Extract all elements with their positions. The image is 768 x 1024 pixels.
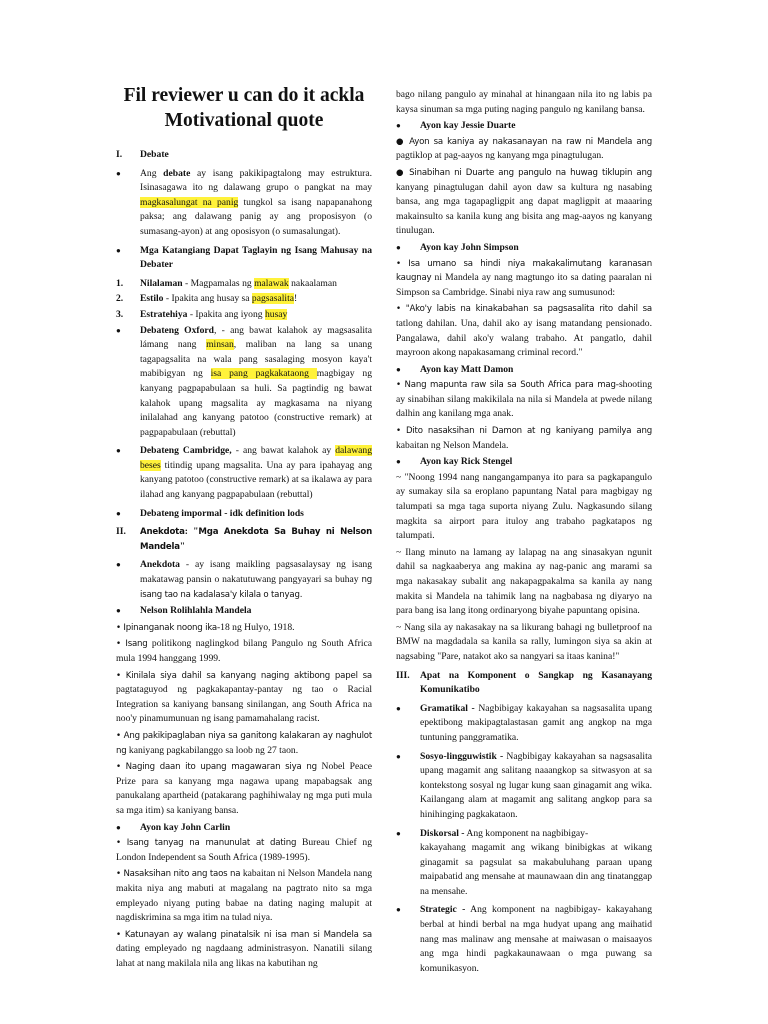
bullet-icon [116, 444, 140, 502]
section-label: Debate [140, 149, 169, 160]
roman-marker: I. [116, 149, 123, 160]
bullet-icon [116, 324, 140, 441]
term: Nilalaman [140, 277, 183, 289]
text-run: • Nang mapunta raw sila sa South Africa para mag [396, 380, 616, 391]
term: debate [163, 167, 191, 179]
text-run: - Ipakita ang iyong [187, 308, 265, 320]
text-run: • Ang pakikipaglaban niya sa ganitong kalakaran ay naghulot ng [116, 730, 372, 756]
text-run: titindig upang magsalita. Una ay para ipahayag ang kanyang patotoo (constructive remark) at sa ikalawa ay para ilahad ang kanyang pagpapabulaan (rebuttal) [140, 459, 372, 501]
paragraph: bago nilang pangulo ay minahal at hinangaan nila ito ng labis pa kaysa sinuman sa mga puting naging pangulo ng kanilang bansa. [396, 89, 652, 115]
paragraph [116, 669, 372, 727]
list-item-debate-definition [116, 167, 372, 240]
text-run: pagtataguyod ng pagkakapantay-pantay ng tao o Racial Integration sa kaniyang bansang sinilangan, ang South Africa na noo'y pinamumunuan ng isang pamamahalang racist. [116, 684, 372, 725]
number-marker: 1. [116, 277, 124, 289]
text-run: ni Mandela ay nang magtungo ito sa dating paaralan ni Simpson sa Cambridge. Sinabi niya raw ang sumusunod: [396, 272, 652, 298]
list-item-text: Nelson Rolihlahla Mandela [140, 605, 252, 617]
term: Debateng Cambridge, [140, 445, 232, 457]
text-run: kabaitan ni Nelson Mandela nang makita niya ang mabuti at magalang na pagtrato nito sa mga empleyado niyang puting babae na dating naging malupit at nagdiskrimina sa mga itim na tulad niya. [116, 868, 372, 924]
text-run: ● Ayon sa kaniya ay nakasanayan na raw ni Mandela ang [396, 136, 652, 147]
paragraph [396, 424, 652, 453]
text-run: - Magpamalas ng [182, 277, 255, 289]
list-item-text [420, 827, 652, 900]
paragraph [396, 135, 652, 164]
list-item-diskorsal [396, 827, 652, 900]
text-run: pagtiklop at pag-aayos ng kanyang mga pinagtulugan. [396, 150, 604, 162]
list-item-gramatikal [396, 702, 652, 746]
list-item-text: Mga Katangiang Dapat Taglayin ng Isang Mahusay na Debater [140, 244, 372, 271]
term: Strategic - [420, 904, 466, 916]
bullet-icon [396, 750, 420, 823]
list-item-text: Ayon kay Rick Stengel [420, 456, 513, 468]
list-item-text [140, 277, 372, 292]
bullet-icon [396, 241, 420, 256]
text-run: tungkol sa isang napapanahong paksa; ang dalawang panig ay ang proposisyon (o sumasang-ayon) at ang oposisyon (o sumasalungat). [140, 196, 373, 237]
list-item-text [420, 750, 652, 823]
term: Anekdota [140, 527, 185, 538]
list-item-katangian [116, 244, 372, 273]
text-run: , maliban na lang sa unang tagapagsalita na wala pang sasalaging mosyon kaya't mabibigyan ng [140, 339, 373, 380]
list-item-damon [396, 363, 652, 378]
bullet-icon [396, 455, 420, 470]
text-run: • Kinilala siya dahil sa kanyang naging aktibong papel sa [116, 670, 372, 681]
list-item-text: Debateng impormal - idk definition lods [140, 507, 304, 519]
section-title: Mga Anekdota Sa Buhay ni Nelson Mandela [140, 527, 372, 552]
paragraph [396, 166, 652, 239]
list-item-carlin [116, 821, 372, 836]
list-item-simpson [396, 241, 652, 256]
paragraph [116, 621, 372, 636]
highlight: pagsasalita [251, 293, 295, 305]
title-line-1: Fil reviewer u can do it ackla [123, 85, 365, 106]
text-run: • Isang tanyag na manunulat at dating [116, 838, 297, 849]
text-run: nakaalaman [288, 277, 337, 289]
paragraph [116, 836, 372, 865]
right-column [396, 88, 652, 980]
bullet-icon [396, 827, 420, 900]
section-iii-heading [396, 669, 652, 698]
bullet-icon [396, 702, 420, 746]
list-item-oxford [116, 324, 372, 441]
list-item-text: Ayon kay Jessie Duarte [420, 120, 516, 132]
paragraph [396, 257, 652, 301]
bullet-icon [116, 167, 140, 240]
text-run: " [179, 540, 186, 552]
term: Estilo [140, 293, 164, 305]
highlight: dalawang beses [140, 445, 372, 471]
text-run: ! [294, 293, 298, 305]
title-line-2: Motivational quote [164, 110, 324, 131]
text-run: Nobel Peace Prize para sa kanyang mga nagawa upang mapabagsak ang panukalang apartheid (patakarang paghihiwalay ng mga puti mula sa mga itim) sa kaniyang bansa. [116, 761, 372, 816]
text-run: Ang komponent na nagbibigay- kakayahang berbal at hindi berbal na mga hudyat upang ang maihatid nang mas malinaw ang mensahe at maiwasan o maisaayos ang mga hindi pagkakaunawaan o mga puwang sa komunikasyon. [420, 904, 652, 974]
page-title [116, 83, 372, 133]
term: Estratehiya [140, 308, 188, 320]
roman-marker: II. [116, 526, 126, 538]
text-run: • Dito nasaksihan ni Damon at ng kaniyang pamilya ang [396, 426, 652, 437]
highlight: husay [264, 308, 288, 320]
text-run: - ang bawat kalahok ay [231, 445, 336, 457]
bullet-icon [396, 119, 420, 134]
text-run: ● Sinabihan ni Duarte ang pangulo na huwag tiklupin ang [396, 167, 652, 178]
list-item-impormal [116, 507, 372, 522]
bullet-icon [116, 558, 140, 602]
text-run: - Ipakita ang husay sa [163, 293, 252, 305]
text-run: • Nasaksihan nito ang taos na [116, 869, 241, 880]
paragraph [116, 928, 372, 972]
paragraph: ~ Ilang minuto na lamang ay lalapag na ang sinasakyan ngunit dahil sa nagkaaberya ang makina ay nag-panic ang marami sa mga nakasakay subalit ang nakapagpakalma sa kanila ay nang makita si Mandela na tahimik lang na nagbabasa ng diyaryo na para bang isa lang itong ordinaryong biyahe papuntang opisina. [396, 546, 652, 617]
term: Diskorsal - [420, 827, 465, 839]
left-column [116, 0, 372, 973]
list-item-text: Ayon kay John Carlin [140, 821, 231, 833]
roman-marker: III. [396, 669, 410, 681]
paragraph [116, 760, 372, 818]
text-run: Bureau Chief ng London Independent sa South Africa (1989-1995). [116, 837, 372, 863]
list-item-text [140, 308, 372, 323]
text-run: Nagbibigay kakayahan sa nagsasalita upang epektibong makipagtalastasan gamit ang angkop na mga tuntuning panggramatika. [420, 702, 652, 743]
section-i-heading [116, 148, 372, 163]
paragraph [116, 637, 372, 666]
text-run: • Katunayan ay walang pinatalsik ni isa man si Mandela sa [116, 929, 372, 940]
paragraph [116, 729, 372, 758]
list-item-sosyo [396, 750, 652, 823]
bullet-icon [116, 507, 140, 522]
text-run: dating empleyado ng nagdaang administrasyon. Nanatili silang lahat at nang makilala nila ang likas na kabutihan ng [116, 943, 372, 969]
list-item-text [140, 444, 372, 502]
term: Gramatikal - [420, 702, 475, 714]
list-item-text [140, 558, 372, 602]
text-run: : " [184, 526, 199, 538]
bullet-icon [396, 903, 420, 976]
section-label: Apat na Komponent o Sangkap ng Kasanayang Komunikatibo [420, 669, 652, 696]
text-run: • Naging daan ito upang magawaran siya ng [116, 762, 317, 773]
list-item-anekdota [116, 558, 372, 602]
highlight: minsan [206, 339, 234, 351]
list-item-text: Ayon kay Matt Damon [420, 363, 514, 375]
text-run: magbigay ng kanyang pagpapabulaan sa huli. Sa pagtindig ng bawat kalahok upang magsalita ay magkasama na niyang inilalahad ang kanyang patotoo (constructive remark) at pagpapabulaan (rebuttal) [140, 368, 373, 438]
list-item-nilalaman [116, 277, 372, 292]
text-run: • Isa umano sa hindi niya makakalimutang karanasan kaugnay [396, 258, 652, 284]
text-run: • Ipinanganak noong ika [116, 622, 217, 633]
left-list [116, 148, 372, 971]
list-item-cambridge [116, 444, 372, 502]
text-run: Ang [140, 167, 164, 179]
text-run: -shooting ay sinabihan silang makikilala na nila si Mandela at pwede nilang dalhin ang kanilang mga anak. [396, 379, 652, 420]
highlight: isa pang pagkakataong [210, 368, 317, 380]
text-run: , - ang bawat kalahok ay magsasalita lámang nang [140, 324, 372, 351]
paragraph: ~ "Noong 1994 nang nangangampanya ito para sa pagkapangulo ay sumakay sila sa eroplano papuntang Natal para magbigay ng talumpati sa mga taga suporta niyang Zulu. Nagkasundo silang magkita sa airport para ituloy ang trabaho pagkatapos ng talumpati. [396, 471, 652, 542]
paragraph [116, 867, 372, 925]
text-run: kaniyang pagkabilanggo sa loob ng 27 taon. [126, 744, 299, 756]
list-item-text [420, 903, 652, 976]
text-run: tatlong dahilan. Una, dahil ako ay isang matandang pensionado. Pangalawa, dahil ako'y walang trabaho. At pangatlo, dahil mayroon akong napakasamang criminal record." [396, 317, 652, 359]
number-marker: 2. [116, 293, 124, 305]
list-item-strategic [396, 903, 652, 976]
text-run: kabaitan ng Nelson Mandela. [396, 439, 509, 451]
text-run: ay isang pakikipagtalong may estruktura. Isinasagawa ito ng dalawang grupo o pangkat na may [140, 167, 372, 194]
section-label [140, 525, 372, 554]
section-ii-heading [116, 525, 372, 554]
list-item-duarte [396, 119, 652, 134]
list-item-text [140, 292, 372, 307]
paragraph [396, 378, 652, 422]
list-item-text [140, 324, 372, 441]
text-run: • Isang [116, 639, 148, 650]
bullet-icon [116, 244, 140, 273]
text-run: kanyang pinagtulugan dahil ayon daw sa kultura ng nasabing bansa, ang mga tagapagligpit ang dapat magligpit at maaaring makainsulto sa kanila kung ang bisita ang mag-aayos ng kanyang tinulugan. [396, 181, 652, 237]
text-run: • "Ako'y labis na kinakabahan sa pagsasalita rito dahil sa [396, 304, 652, 315]
term: Anekdota [140, 559, 180, 571]
list-item-nelson [116, 604, 372, 619]
bullet-icon [396, 363, 420, 378]
term: Debateng Oxford [140, 324, 214, 336]
number-marker: 3. [116, 308, 124, 320]
highlight: malawak [254, 277, 289, 289]
text-run: Ang komponent na nagbibigay- [464, 827, 589, 839]
bullet-icon [116, 821, 140, 836]
list-item-text [420, 702, 652, 746]
highlight: magkasalungat na panig [140, 196, 239, 208]
text-run: kakayahang magamit ang wikang binibigkas at wikang ginagamit sa pagsulat sa makabuluhang paraan upang maipabatid ang mensahe at maunawaan din ang tinatanggap na mensahe. [420, 842, 652, 897]
paragraph: ~ Nang sila ay nakasakay na sa likurang bahagi ng bulletproof na BMW na magdadala sa kanila sa rally, lumingon siya sa akin at nagsabing "Pare, natakot ako sa nangyari sa itaas kanina!" [396, 621, 652, 662]
bullet-icon [116, 604, 140, 619]
text-run: - ay isang maikling pagsasalaysay ng isang makatawag pansin o nakatutuwang pangyayari sa buhay [140, 559, 372, 586]
text-run: politikong naglingkod bilang Pangulo ng South Africa mula 1994 hanggang 1999. [116, 638, 372, 664]
list-item-text: Ayon kay John Simpson [420, 241, 519, 253]
list-item-estratehiya [116, 308, 372, 323]
list-item-text [140, 167, 372, 240]
text-run: ng isang tao na kadalasa'y kilala o tanyag. [140, 575, 372, 600]
list-item-estilo [116, 292, 372, 307]
paragraph [396, 302, 652, 360]
text-run: Nagbibigay kakayahan sa nagsasalita upang magamit ang salitang naaangkop sa sitwasyon at sa kontekstong sosyal ng lugar kung saan ginagamit ang wika. Kailangang alam at magamit ang salitang angkop para sa hinihinging pagkakataon. [420, 750, 652, 820]
text-run: -18 ng Hulyo, 1918. [216, 621, 295, 633]
term: Sosyo-lingguwistik - [420, 750, 504, 762]
list-item-stengel [396, 455, 652, 470]
